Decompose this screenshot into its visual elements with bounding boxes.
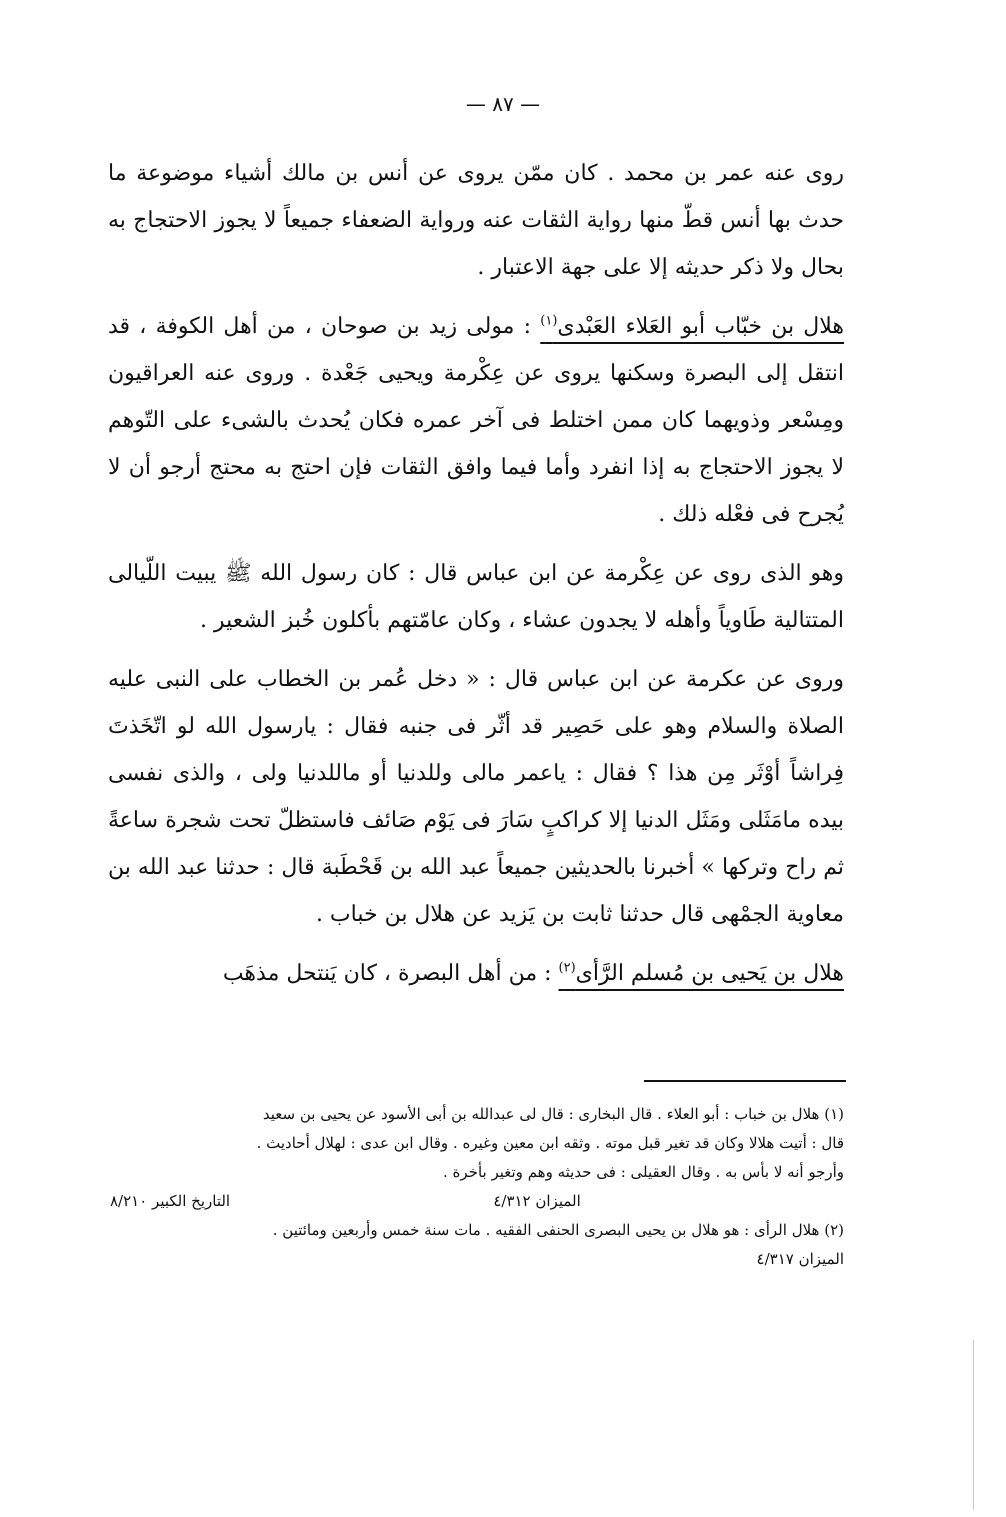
footnote-reference: الميزان ٤/٣١٧ (756, 1250, 844, 1268)
paragraph (108, 950, 844, 997)
footnotes (110, 1100, 844, 1274)
footnote-reference: التاريخ الكبير ٨/٢١٠ (110, 1192, 231, 1210)
entry-heading-name: هلال بن خبّاب أبو العَلاء العَبْدى (557, 314, 844, 339)
entry-heading (540, 314, 844, 339)
paragraph-text: وهو الذى روى عن عِكْرمة عن ابن عباس قال : كان رسول الله ﷺ يبيت اللّيالى المتتالية طَاوياً وأهله لا يجدون عشاء ، وكان عامّتهم بأكلون خُبز الشعير . (108, 561, 844, 633)
paragraph (108, 550, 844, 644)
paragraph-text: روى عنه عمر بن محمد . كان ممّن يروى عن أنس بن مالك أشياء موضوعة ما حدث بها أنس قطّ منها رواية الثقات عنه ورواية الضعفاء جميعاً لا يجوز الاحتجاج به بحال ولا ذكر حديثه إلا على جهة الاعتبار . (108, 161, 844, 280)
paragraph (108, 150, 844, 291)
paragraph-text: : من أهل البصرة ، كان يَنتحل مذهَب (222, 961, 559, 986)
footnote-2-line: (٢) هلال الرأى : هو هلال بن يحيى البصرى الحنفى الفقيه . مات سنة خمس وأربعين ومائتين . (272, 1221, 844, 1239)
footnote-1-line: وأرجو أنه لا بأس به . وقال العقيلى : فى حديثه وهم وتغير بأخرة . (443, 1163, 844, 1181)
footnote-marker: (١) (540, 313, 558, 329)
paragraph (108, 656, 844, 938)
paragraph-text: : مولى زيد بن صوحان ، من أهل الكوفة ، قد انتقل إلى البصرة وسكنها يروى عن عِكْرمة ويحيى جَعْدة . وروى عنه العراقيون ومِسْعر وذويهما كان ممن اختلط فى آخر عمره فكان يُحدث بالشىء على التّوهم لا يجوز الاحتجاج به إذا انفرد وأما فيما وافق الثقات فإن احتج به محتج أرجو أن لا يُجرح فى فعْله ذلك . (108, 314, 844, 527)
footnote-divider (644, 1080, 846, 1082)
scan-margin-line (973, 1340, 974, 1510)
footnote-marker: (٢) (558, 960, 576, 976)
footnote-1-line: قال : أتيت هلالا وكان قد تغير قبل موته . وثقه ابن معين وغيره . وقال ابن عدى : لهلال أحاديث . (256, 1134, 844, 1152)
entry-heading-name: هلال بن يَحيى بن مُسلم الرَّأى (575, 961, 844, 986)
footnote-1-references (110, 1187, 844, 1216)
paragraph-text: وروى عن عكرمة عن ابن عباس قال : « دخل عُمر بن الخطاب على النبى عليه الصلاة والسلام وهو على حَصِير قد أثّر فى جنبه فقال : يارسول الله لو اتّخَذتَ فِراشاً أوْثَر مِن هذا ؟ فقال : ياعمر مالى وللدنيا أو ماللدنيا ولى ، والذى نفسى بيده مامَثَلى ومَثَل الدنيا إلا كراكبٍ سَارَ فى يَوْم صَائف فاستظلّ تحت شجرة ساعةً ثم راح وتركها » أخبرنا بالحديثين جميعاً عبد الله بن قَحْطَبة قال : حدثنا عبد الله بن معاوية الجمْهى قال حدثنا ثابت بن يَزيد عن هلال بن خباب . (108, 667, 844, 927)
paragraph (108, 303, 844, 538)
footnote-reference: الميزان ٤/٣١٢ (493, 1192, 581, 1210)
page-number: — ٨٧ — (465, 92, 541, 116)
footnote-1-line: (١) هلال بن خباب : أبو العلاء . قال البخارى : قال لى عبدالله بن أبى الأسود عن يحيى بن سعيد (262, 1105, 844, 1123)
entry-heading (559, 961, 844, 986)
main-text (108, 150, 844, 1009)
